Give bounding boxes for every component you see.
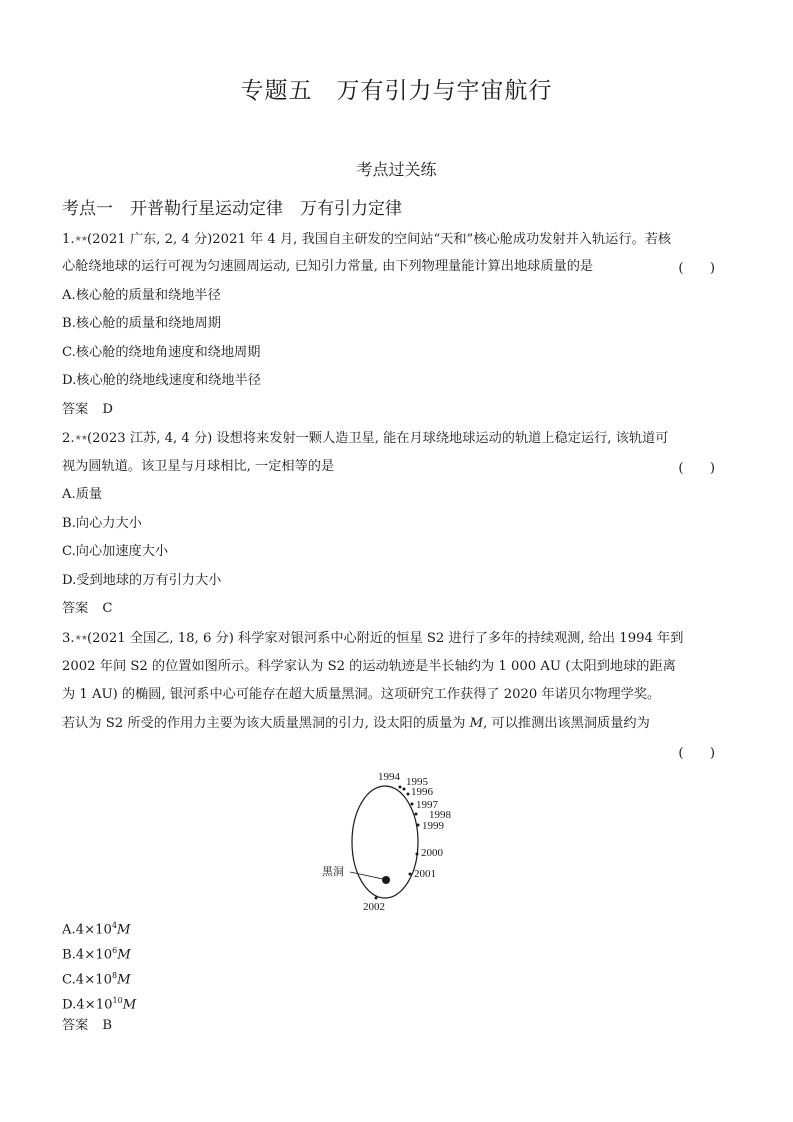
option-unit: M <box>122 997 137 1013</box>
option-base: C.4×10 <box>62 972 113 988</box>
option-base: B.4×10 <box>62 947 113 963</box>
page-subtitle: 考点过关练 <box>356 160 437 179</box>
question-3-answer-blank: ( ) <box>678 746 715 761</box>
question-2-option-c: C.向心加速度大小 <box>62 544 169 559</box>
question-3-option-b <box>62 941 732 965</box>
orbit-point-1997 <box>411 803 414 806</box>
question-3-line-2: 2002 年间 S2 的位置如图所示。科学家认为 S2 的运动轨迹是半长轴约为 1 000 AU (太阳到地球的距离 <box>62 659 676 674</box>
year-label-2002: 2002 <box>363 901 385 912</box>
year-label-1999: 1999 <box>422 820 444 832</box>
question-1-line-2 <box>62 257 732 277</box>
question-3-number: 3. <box>62 631 75 646</box>
question-2-line-2 <box>62 457 732 477</box>
year-label-2000: 2000 <box>421 847 443 859</box>
question-1-answer <box>62 400 732 420</box>
question-1-option-a: A.核心舱的质量和绕地半径 <box>62 288 221 303</box>
black-hole-pointer-line <box>350 872 383 879</box>
orbit-point-2001 <box>409 873 412 876</box>
option-unit: M <box>117 922 131 938</box>
question-2-line-1 <box>62 428 732 449</box>
answer-value: B <box>102 1018 113 1033</box>
question-3-text-1: (2021 全国乙, 18, 6 分) 科学家对银河系中心附近的恒星 S2 进行了多年的持续观测, 给出 1994 年到 <box>86 631 684 646</box>
question-3-line-3: 为 1 AU) 的椭圆, 银河系中心可能存在超大质量黑洞。这项研究工作获得了 2020 年诺贝尔物理学奖。 <box>62 687 661 702</box>
question-3-option-a <box>62 916 732 940</box>
black-hole-dot <box>382 876 390 884</box>
year-label-1997: 1997 <box>416 799 438 811</box>
orbit-point-1999 <box>417 824 420 827</box>
option-unit: M <box>117 972 131 988</box>
question-2-text-1: (2023 江苏, 4, 4 分) 设想将来发射一颗人造卫星, 能在月球绕地球运动的轨道上稳定运行, 该轨道可 <box>86 431 669 446</box>
question-1-text-1: (2021 广东, 2, 4 分)2021 年 4 月, 我国自主研发的空间站“天和”核心舱成功发射并入轨运行。若核 <box>86 232 672 247</box>
orbit-point-1996 <box>407 793 410 796</box>
difficulty-stars-icon: ★★ <box>74 433 87 442</box>
year-label-1995: 1995 <box>406 776 428 788</box>
difficulty-stars-icon: ★★ <box>74 633 87 642</box>
option-exponent: 10 <box>112 996 123 1005</box>
question-1-line-1 <box>62 229 732 250</box>
question-2-answer-blank: ( ) <box>678 461 715 476</box>
option-exponent: 6 <box>112 946 118 955</box>
orbit-point-1998 <box>415 813 418 816</box>
orbit-diagram <box>310 762 470 912</box>
question-3-line-4 <box>62 714 732 734</box>
year-label-2001: 2001 <box>414 868 436 880</box>
question-2-number: 2. <box>62 431 75 446</box>
question-2-answer <box>62 599 732 619</box>
difficulty-stars-icon: ★★ <box>74 234 87 243</box>
question-2-option-a: A.质量 <box>62 487 103 502</box>
question-3-option-d <box>62 991 732 1015</box>
question-3-option-c <box>62 966 732 990</box>
year-label-1996: 1996 <box>411 786 433 798</box>
option-exponent: 8 <box>112 971 118 980</box>
orbit-point-1994 <box>399 786 402 789</box>
black-hole-label: 黑洞 <box>322 866 344 878</box>
question-1-number: 1. <box>62 232 75 247</box>
question-1-text-2: 心舱绕地球的运行可视为匀速圆周运动, 已知引力常量, 由下列物理量能计算出地球质量的是 <box>62 259 594 274</box>
question-2-text-2: 视为圆轨道。该卫星与月球相比, 一定相等的是 <box>62 459 335 474</box>
option-exponent: 4 <box>111 921 118 930</box>
answer-value: C <box>102 601 113 616</box>
question-2-option-b: B.向心力大小 <box>62 516 142 531</box>
answer-value: D <box>102 402 113 417</box>
orbit-point-2002 <box>375 897 378 900</box>
question-1-option-d: D.核心舱的绕地线速度和绕地半径 <box>62 373 261 388</box>
question-3-text-4b: , 可以推测出该黑洞质量约为 <box>483 716 650 731</box>
orbit-point-2000 <box>416 853 419 856</box>
question-3-line-1 <box>62 628 732 649</box>
option-base: A.4×10 <box>62 922 112 938</box>
page-title: 专题五 万有引力与宇宙航行 <box>240 78 553 104</box>
section-heading: 考点一 开普勒行星运动定律 万有引力定律 <box>62 199 402 219</box>
answer-label: 答案 <box>62 402 89 417</box>
question-2-option-d: D.受到地球的万有引力大小 <box>62 573 222 588</box>
option-unit: M <box>117 947 131 963</box>
question-1-option-b: B.核心舱的质量和绕地周期 <box>62 316 221 331</box>
option-base: D.4×10 <box>62 997 113 1013</box>
question-3-text-4a: 若认为 S2 所受的作用力主要为该大质量黑洞的引力, 设太阳的质量为 <box>62 716 470 731</box>
question-1-option-c: C.核心舱的绕地角速度和绕地周期 <box>62 345 261 360</box>
s2-orbit-figure <box>310 762 470 912</box>
question-1-answer-blank: ( ) <box>678 261 715 276</box>
year-label-1994: 1994 <box>378 771 400 783</box>
answer-label: 答案 <box>62 1018 89 1033</box>
answer-label: 答案 <box>62 601 89 616</box>
year-label-1998: 1998 <box>429 809 451 821</box>
question-3-answer <box>62 1016 732 1036</box>
sun-mass-symbol: M <box>469 716 484 731</box>
